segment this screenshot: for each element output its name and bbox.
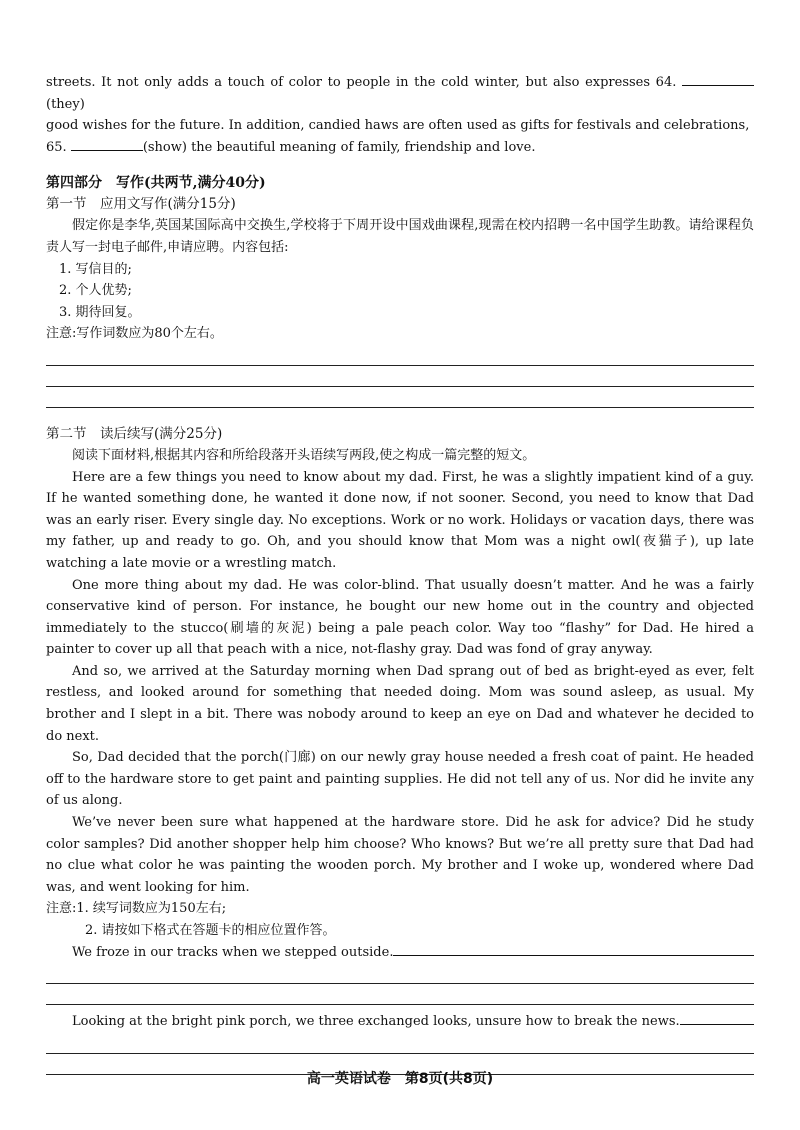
answer-line[interactable] [46, 366, 754, 387]
section1-point: 1. 写信目的; [59, 261, 132, 277]
cloze-line-64: streets. It not only adds a touch of color to people in the cold winter, but also expresses 64. (they) [46, 72, 754, 115]
cloze-line-2: good wishes for the future. In addition, candied haws are often used as gifts for festivals and celebrations, [46, 118, 750, 134]
answer-line[interactable] [46, 1033, 754, 1054]
section1-title: 第一节 应用文写作(满分15分) [46, 196, 236, 213]
continuation-starter-2: Looking at the bright pink porch, we three exchanged looks, unsure how to break the news. [46, 1011, 754, 1033]
passage-paragraph: And so, we arrived at the Saturday morning when Dad sprang out of bed as bright-eyed as ever, felt restless, and looked around for something that needed doing. Mom was sound asleep, as usual. My brother and I slept in a bit. There was nobody around to keep an eye on Dad and whatever he decided to do next. [46, 663, 754, 744]
page-footer: 高一英语试卷 第8页(共8页) [306, 1071, 494, 1087]
passage-paragraph: One more thing about my dad. He was color-blind. That usually doesn’t matter. And he was a fairly conservative kind of person. For instance, he bought our new home out in the country and objected immediately to the stucco(刷墙的灰泥) being a pale peach color. Way too “flashy” for Dad. He hired a painter to cover up all that peach with a nice, not-flashy gray. Dad was fond of gray anyway. [46, 577, 754, 658]
answer-blank[interactable] [393, 954, 754, 956]
passage-paragraph: So, Dad decided that the porch(门廊) on our newly gray house needed a fresh coat of paint. He headed off to the hardware store to get paint and painting supplies. He did not tell any of us. Nor did he invite any of us along. [46, 750, 754, 809]
answer-line[interactable] [46, 984, 754, 1005]
continuation-starter-1: We froze in our tracks when we stepped outside. [46, 942, 754, 964]
answer-line[interactable] [46, 387, 754, 408]
answer-blank-65[interactable] [71, 149, 143, 151]
section1-point: 2. 个人优势; [59, 283, 132, 299]
answer-blank-64[interactable] [682, 84, 754, 86]
answer-blank[interactable] [680, 1023, 754, 1025]
passage-paragraph: Here are a few things you need to know about my dad. First, he was a slightly impatient kind of a guy. If he wanted something done, he wanted it done now, if not sooner. Second, you need to know that Dad was an early riser. Every single day. No exceptions. Work or no work. Holidays or vacation days, there was my father, up and ready to go. Oh, and you should know that Mom was a night owl(夜猫子), up late watching a late movie or a wrestling match. [46, 469, 754, 571]
section2-note-1: 注意:1. 续写词数应为150左右; [46, 901, 227, 917]
cloze-line-65: 65. (show) the beautiful meaning of family, friendship and love. [46, 139, 536, 155]
answer-line[interactable] [46, 345, 754, 366]
part4-title: 第四部分 写作(共两节,满分40分) [46, 175, 266, 192]
section2-title: 第二节 读后续写(满分25分) [46, 425, 223, 442]
section1-note: 注意:写作词数应为80个左右。 [46, 326, 223, 342]
section2-instruction: 阅读下面材料,根据其内容和所给段落开头语续写两段,使之构成一篇完整的短文。 [72, 447, 536, 463]
section1-prompt: 假定你是李华,英国某国际高中交换生,学校将于下周开设中国戏曲课程,现需在校内招聘一名中国学生助教。请给课程负责人写一封电子邮件,申请应聘。内容包括: [46, 218, 754, 255]
passage-paragraph: We’ve never been sure what happened at the hardware store. Did he ask for advice? Did he study color samples? Did another shopper help him choose? Who knows? But we’re all pretty sure that Dad had no clue what color he was painting the wooden porch. My brother and I woke up, wondered where Dad was, and went looking for him. [46, 815, 754, 895]
answer-line[interactable] [46, 963, 754, 984]
exam-page [46, 72, 754, 1075]
section2-note-2: 2. 请按如下格式在答题卡的相应位置作答。 [85, 923, 336, 938]
section1-point: 3. 期待回复。 [59, 304, 141, 320]
